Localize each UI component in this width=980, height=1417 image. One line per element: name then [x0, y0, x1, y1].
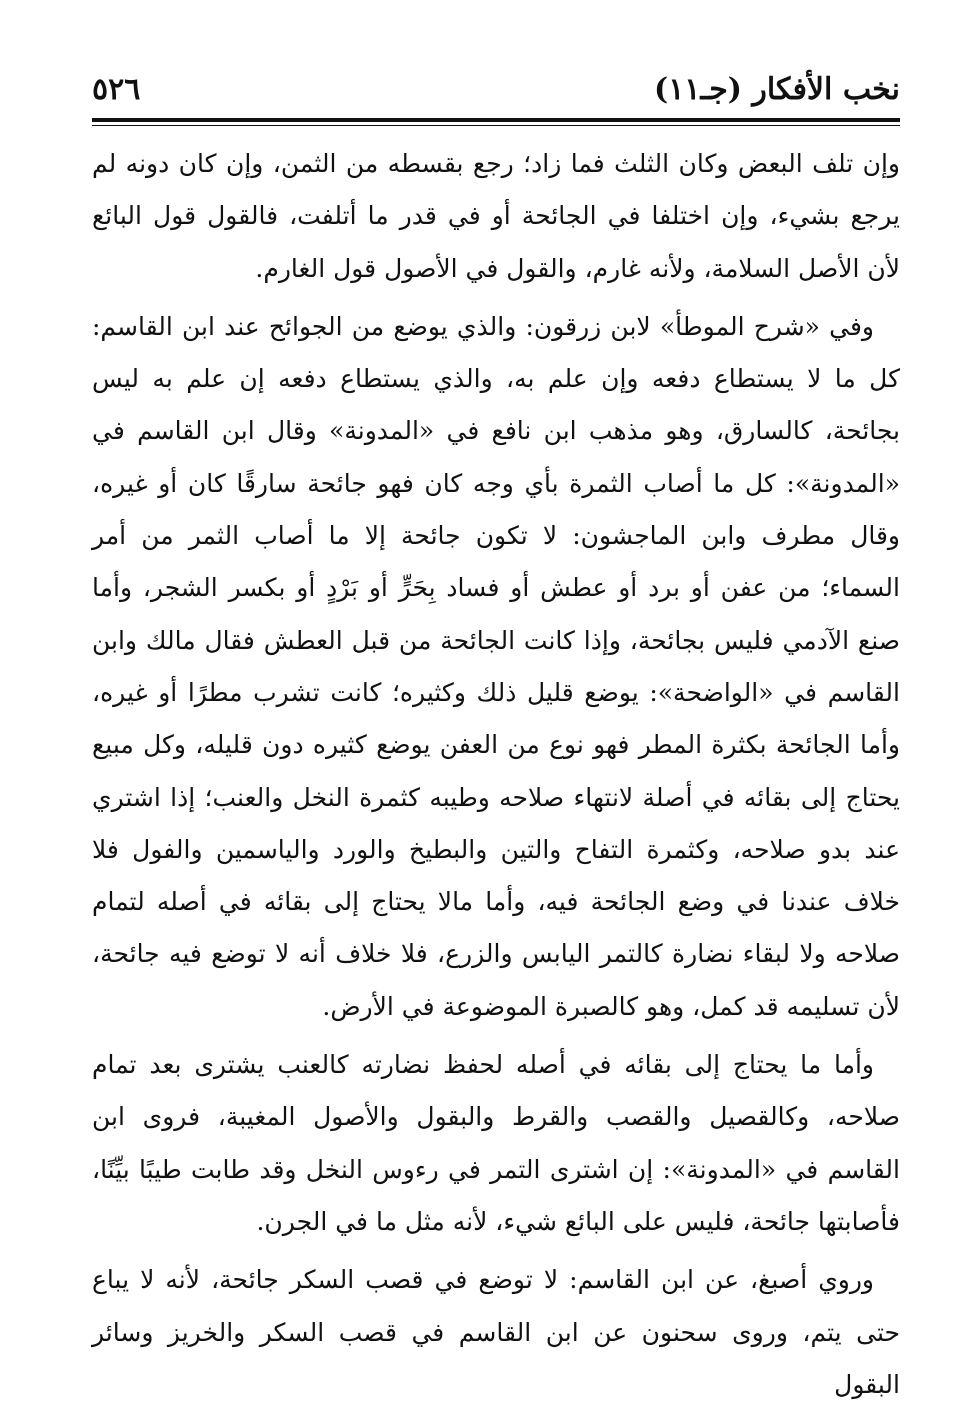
- body-text: [92, 138, 900, 1417]
- header-rule-thin: [92, 125, 900, 126]
- running-title: نخب الأفكار (جـ١١): [653, 72, 900, 107]
- paragraph-1: وإن تلف البعض وكان الثلث فما زاد؛ رجع بقسطه من الثمن، وإن كان دونه لم يرجع بشيء، وإن اختلفا في الجائحة أو في قدر ما أتلفت، فالقول قول البائع لأن الأصل السلامة، ولأنه غارم، والقول في الأصول قول الغارم.: [92, 149, 900, 283]
- header-rule-thick: [92, 118, 900, 122]
- paragraph-3: وأما ما يحتاج إلى بقائه في أصله لحفظ نضارته كالعنب يشترى بعد تمام صلاحه، وكالقصيل والقصب والقرط والبقول والأصول المغيبة، فروى ابن القاسم في «المدونة»: إن اشترى التمر في رءوس النخل وقد طابت طيبًا بيِّنًا، فأصابتها جائحة، فليس على البائع شيء، لأنه مثل ما في الجرن.: [92, 1050, 900, 1236]
- page-number: ٥٢٦: [92, 72, 141, 107]
- page-header: [92, 66, 900, 118]
- paragraph-4: وروي أصبغ، عن ابن القاسم: لا توضع في قصب السكر جائحة، لأنه لا يباع حتى يتم، وروى سحنون عن ابن القاسم في قصب السكر والخريز وسائر البقول: [92, 1265, 900, 1399]
- paragraph-2: وفي «شرح الموطأ» لابن زرقون: والذي يوضع من الجوائح عند ابن القاسم: كل ما لا يستطاع دفعه وإن علم به، والذي يستطاع دفعه إن علم به ليس بجائحة، كالسارق، وهو مذهب ابن نافع في «المدونة» وقال ابن القاسم في «المدونة»: كل ما أصاب الثمرة بأي وجه كان فهو جائحة سارقًا كان أو غيره، وقال مطرف وابن الماجشون: لا تكون جائحة إلا ما أصاب الثمر من أمر السماء؛ من عفن أو برد أو عطش أو فساد بِحَرٍّ أو بَرْدٍ أو بكسر الشجر، وأما صنع الآدمي فليس بجائحة، وإذا كانت الجائحة من قبل العطش فقال مالك وابن القاسم في «الواضحة»: يوضع قليل ذلك وكثيره؛ كانت تشرب مطرًا أو غيره، وأما الجائحة بكثرة المطر فهو نوع من العفن يوضع كثيره دون قليله، وكل مبيع يحتاج إلى بقائه في أصلة لانتهاء صلاحه وطيبه كثمرة النخل والعنب؛ إذا اشتري عند بدو صلاحه، وكثمرة التفاح والتين والبطيخ والورد والياسمين والفول فلا خلاف عندنا في وضع الجائحة فيه، وأما مالا يحتاج إلى بقائه في أصله لتمام صلاحه ولا لبقاء نضارة كالتمر اليابس والزرع، فلا خلاف أنه لا توضع فيه جائحة، لأن تسليمه قد كمل، وهو كالصبرة الموضوعة في الأرض.: [92, 311, 900, 1021]
